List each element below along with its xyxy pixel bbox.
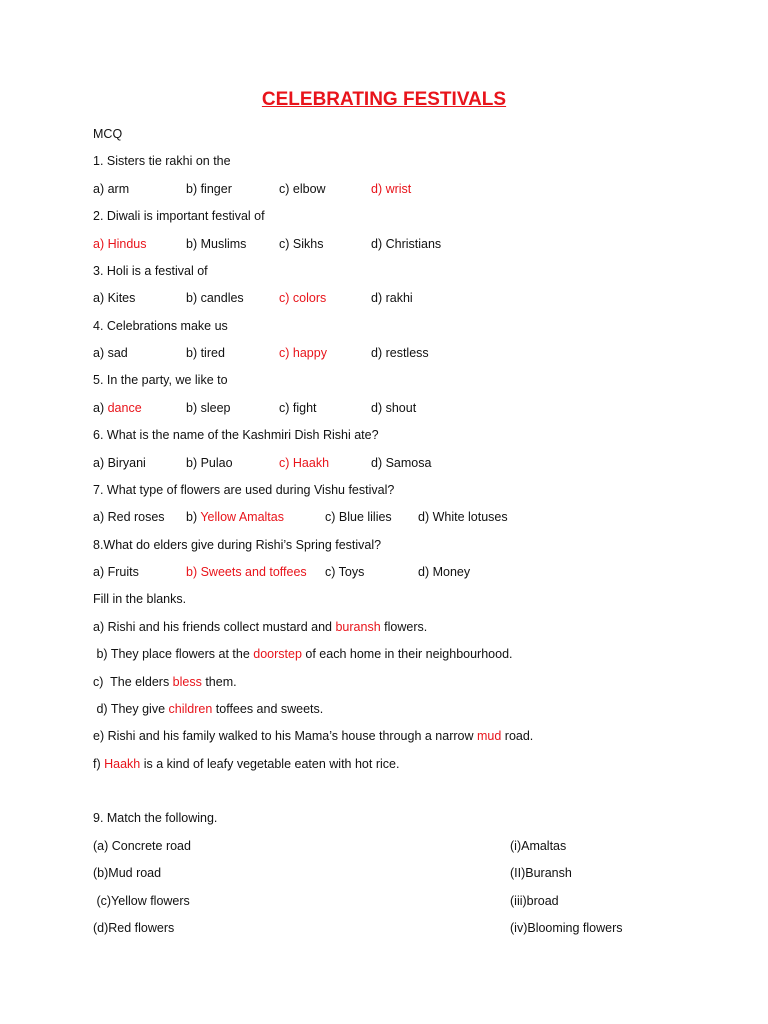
q3-option-d: d) rakhi bbox=[371, 291, 413, 305]
fill-item-d bbox=[93, 701, 323, 717]
fill-item-text: d) They give bbox=[93, 702, 169, 716]
q8-option-b-answer: b) Sweets and toffees bbox=[186, 565, 307, 579]
fill-item-text: toffees and sweets. bbox=[212, 702, 324, 716]
fill-item-text: them. bbox=[201, 675, 237, 689]
fill-item-text: c) The elders bbox=[93, 675, 173, 689]
q5-option-c: c) fight bbox=[279, 401, 317, 415]
q4-option-b: b) tired bbox=[186, 346, 225, 360]
q7-option-b-answer: Yellow Amaltas bbox=[197, 510, 284, 524]
fill-item-a bbox=[93, 619, 427, 635]
question-8: 8.What do elders give during Rishi’s Spring festival? bbox=[93, 538, 382, 552]
fill-item-answer: children bbox=[168, 702, 213, 716]
q6-option-b: b) Pulao bbox=[186, 456, 233, 470]
match-left-item: (c)Yellow flowers bbox=[93, 894, 190, 908]
q7-option-b-prefix: b) bbox=[186, 510, 198, 524]
question-2: 2. Diwali is important festival of bbox=[93, 209, 265, 223]
match-heading: 9. Match the following. bbox=[93, 811, 218, 825]
q1-option-d-answer: d) wrist bbox=[371, 182, 412, 196]
q2-option-a-answer: a) Hindus bbox=[93, 237, 147, 251]
fill-item-answer: Haakh bbox=[104, 757, 141, 771]
q2-option-d: d) Christians bbox=[371, 237, 442, 251]
fill-item-answer: buransh bbox=[335, 620, 381, 634]
q4-option-a: a) sad bbox=[93, 346, 128, 360]
q7-option-b bbox=[186, 509, 284, 525]
fill-item-e bbox=[93, 728, 533, 744]
fill-item-text: e) Rishi and his family walked to his Mama’s house through a narrow bbox=[93, 729, 477, 743]
q5-option-b: b) sleep bbox=[186, 401, 231, 415]
q1-option-c: c) elbow bbox=[279, 182, 326, 196]
fill-item-answer: doorstep bbox=[253, 647, 302, 661]
fill-heading: Fill in the blanks. bbox=[93, 592, 187, 606]
page-title: CELEBRATING FESTIVALS bbox=[261, 89, 507, 110]
fill-item-text: road. bbox=[501, 729, 534, 743]
q3-option-a: a) Kites bbox=[93, 291, 136, 305]
match-left-item: (a) Concrete road bbox=[93, 839, 191, 853]
question-1: 1. Sisters tie rakhi on the bbox=[93, 154, 231, 168]
fill-item-c bbox=[93, 674, 237, 690]
mcq-heading: MCQ bbox=[93, 127, 123, 141]
q7-option-d: d) White lotuses bbox=[418, 510, 508, 524]
q6-option-d: d) Samosa bbox=[371, 456, 432, 470]
q6-option-a: a) Biryani bbox=[93, 456, 146, 470]
match-right-item: (iii)broad bbox=[510, 894, 559, 908]
question-5: 5. In the party, we like to bbox=[93, 373, 228, 387]
match-right-item: (iv)Blooming flowers bbox=[510, 921, 623, 935]
q5-option-d: d) shout bbox=[371, 401, 417, 415]
q8-option-d: d) Money bbox=[418, 565, 471, 579]
q3-option-c-answer: c) colors bbox=[279, 291, 327, 305]
q3-option-b: b) candles bbox=[186, 291, 244, 305]
q8-option-c: c) Toys bbox=[325, 565, 365, 579]
q5-option-a-answer: dance bbox=[104, 401, 142, 415]
fill-item-b bbox=[93, 646, 513, 662]
question-7: 7. What type of flowers are used during Vishu festival? bbox=[93, 483, 395, 497]
match-left-item: (b)Mud road bbox=[93, 866, 162, 880]
q6-option-c-answer: c) Haakh bbox=[279, 456, 330, 470]
q1-option-b: b) finger bbox=[186, 182, 232, 196]
fill-item-text: b) They place flowers at the bbox=[93, 647, 254, 661]
fill-item-text: is a kind of leafy vegetable eaten with hot rice. bbox=[140, 757, 400, 771]
q2-option-c: c) Sikhs bbox=[279, 237, 324, 251]
match-right-item: (i)Amaltas bbox=[510, 839, 567, 853]
q5-option-a-prefix: a) bbox=[93, 401, 105, 415]
question-4: 4. Celebrations make us bbox=[93, 319, 228, 333]
match-right-item: (II)Buransh bbox=[510, 866, 572, 880]
q4-option-c-answer: c) happy bbox=[279, 346, 327, 360]
fill-item-text: a) Rishi and his friends collect mustard and bbox=[93, 620, 336, 634]
q1-option-a: a) arm bbox=[93, 182, 130, 196]
fill-item-answer: mud bbox=[476, 729, 502, 743]
question-3: 3. Holi is a festival of bbox=[93, 264, 208, 278]
question-6: 6. What is the name of the Kashmiri Dish Rishi ate? bbox=[93, 428, 379, 442]
fill-item-text: of each home in their neighbourhood. bbox=[301, 647, 513, 661]
fill-item-text: flowers. bbox=[380, 620, 428, 634]
q5-option-a bbox=[93, 400, 142, 416]
q7-option-a: a) Red roses bbox=[93, 510, 165, 524]
q4-option-d: d) restless bbox=[371, 346, 429, 360]
q2-option-b: b) Muslims bbox=[186, 237, 247, 251]
match-left-item: (d)Red flowers bbox=[93, 921, 175, 935]
fill-item-f bbox=[93, 756, 399, 772]
q7-option-c: c) Blue lilies bbox=[325, 510, 392, 524]
q8-option-a: a) Fruits bbox=[93, 565, 139, 579]
fill-item-text: f) bbox=[93, 757, 105, 771]
fill-item-answer: bless bbox=[172, 675, 202, 689]
